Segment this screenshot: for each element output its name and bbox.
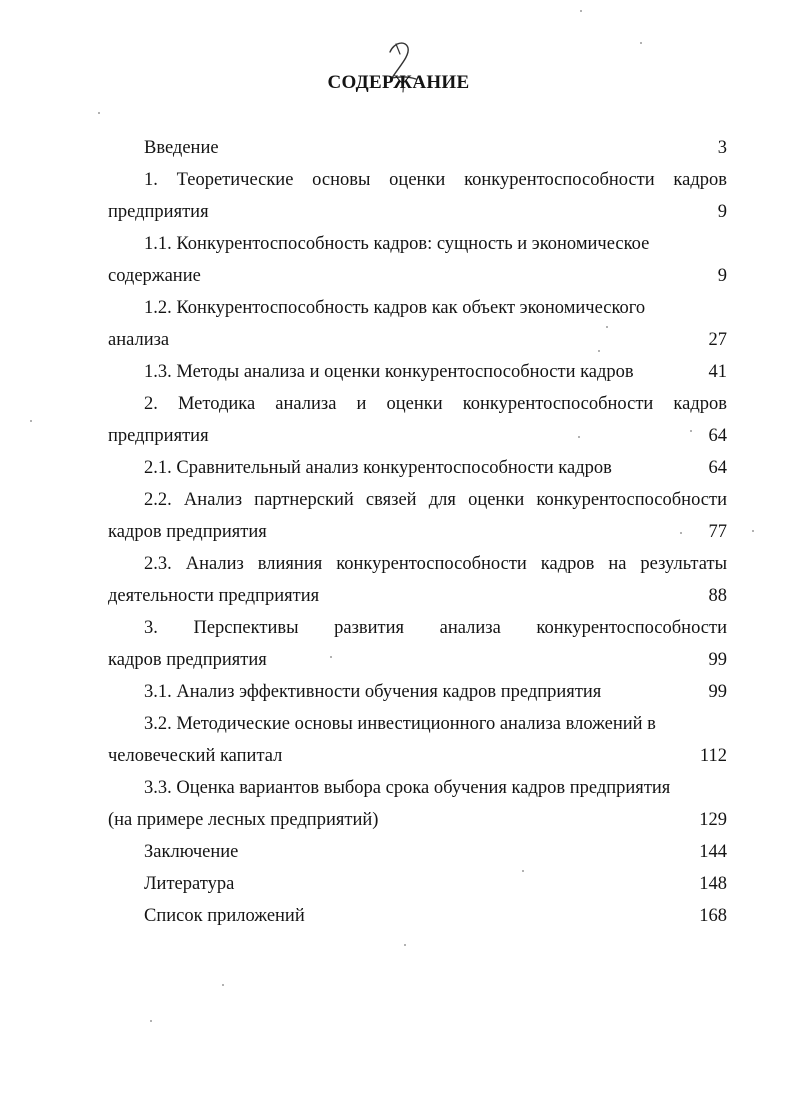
- toc-page-number: 168: [699, 906, 727, 926]
- toc-line-text: 1. Теоретические основы оценки конкурентоспособности кадров: [144, 170, 727, 190]
- page-title: СОДЕРЖАНИЕ: [327, 72, 470, 93]
- toc-line: [108, 358, 727, 386]
- toc-page-number: 9: [717, 202, 727, 222]
- toc-line: [108, 230, 727, 258]
- toc-line: [108, 454, 727, 482]
- scan-speck: [30, 420, 32, 422]
- scan-speck: [404, 944, 406, 946]
- toc-line-text: (на примере лесных предприятий): [108, 810, 379, 830]
- toc-line-text: 2.2. Анализ партнерский связей для оценки конкурентоспособности: [144, 490, 727, 510]
- toc-page-number: 3: [717, 138, 727, 158]
- toc-page-number: 148: [699, 874, 727, 894]
- toc-line: [108, 742, 727, 770]
- toc-line: [108, 422, 727, 450]
- toc-line: [108, 902, 727, 930]
- toc-page-number: 129: [699, 810, 727, 830]
- scan-speck: [578, 436, 580, 438]
- scan-speck: [598, 350, 600, 352]
- toc-line: [108, 806, 727, 834]
- toc-line-text: предприятия: [108, 426, 209, 446]
- toc-line-text: Введение: [144, 138, 219, 158]
- toc-line-text: содержание: [108, 266, 201, 286]
- toc-page-number: 9: [717, 266, 727, 286]
- toc-page-number: 64: [708, 426, 727, 446]
- toc-line: [108, 518, 727, 546]
- toc-line: [108, 838, 727, 866]
- toc-line-text: 1.2. Конкурентоспособность кадров как объект экономического: [144, 298, 646, 318]
- toc-page-number: 144: [699, 842, 727, 862]
- toc-line: [108, 774, 727, 802]
- toc-line-text: кадров предприятия: [108, 522, 267, 542]
- scan-speck: [606, 326, 608, 328]
- toc-line-text: 2.1. Сравнительный анализ конкурентоспособности кадров: [144, 458, 612, 478]
- scan-speck: [680, 532, 682, 534]
- scan-speck: [222, 984, 224, 986]
- toc-line: [108, 326, 727, 354]
- toc-line-text: кадров предприятия: [108, 650, 267, 670]
- toc-page-number: 27: [708, 330, 727, 350]
- toc-line: [108, 870, 727, 898]
- toc-line: [108, 614, 727, 642]
- scan-speck: [752, 530, 754, 532]
- toc-line-text: Литература: [144, 874, 235, 894]
- toc-line: [108, 550, 727, 578]
- toc-page-number: 99: [708, 650, 727, 670]
- scan-speck: [330, 656, 332, 658]
- scan-speck: [522, 870, 524, 872]
- toc-line-text: человеческий капитал: [108, 746, 283, 766]
- toc-line-text: анализа: [108, 330, 170, 350]
- toc-line: [108, 198, 727, 226]
- toc-page-number: 88: [708, 586, 727, 606]
- toc-page-number: 112: [699, 746, 727, 766]
- toc-line: [108, 710, 727, 738]
- toc-line: [108, 390, 727, 418]
- toc-line-text: 3.3. Оценка вариантов выбора срока обучения кадров предприятия: [144, 778, 671, 798]
- toc-line: [108, 646, 727, 674]
- toc-page-number: 64: [708, 458, 727, 478]
- toc-line-text: 2. Методика анализа и оценки конкурентоспособности кадров: [144, 394, 727, 414]
- toc-line-text: 2.3. Анализ влияния конкурентоспособности кадров на результаты: [144, 554, 727, 574]
- toc-line-text: 1.1. Конкурентоспособность кадров: сущность и экономическое: [144, 234, 650, 254]
- scan-speck: [640, 42, 642, 44]
- toc-page-number: 99: [708, 682, 727, 702]
- toc-line: [108, 294, 727, 322]
- toc-page-number: 77: [708, 522, 727, 542]
- toc-line-text: Заключение: [144, 842, 239, 862]
- toc-line-text: 1.3. Методы анализа и оценки конкурентоспособности кадров: [144, 362, 634, 382]
- scan-speck: [580, 10, 582, 12]
- toc-line: [108, 678, 727, 706]
- toc-line-text: 3.2. Методические основы инвестиционного анализа вложений в: [144, 714, 656, 734]
- toc-line-text: Список приложений: [144, 906, 305, 926]
- toc-line: [108, 134, 727, 162]
- toc-line: [108, 262, 727, 290]
- scan-speck: [690, 430, 692, 432]
- toc-line-text: 3. Перспективы развития анализа конкурентоспособности: [144, 618, 727, 638]
- toc-line: [108, 166, 727, 194]
- toc-line: [108, 582, 727, 610]
- scan-speck: [150, 1020, 152, 1022]
- toc-page-number: 41: [708, 362, 727, 382]
- scan-speck: [98, 112, 100, 114]
- toc-line-text: деятельности предприятия: [108, 586, 320, 606]
- toc-line: [108, 486, 727, 514]
- toc-line-text: предприятия: [108, 202, 209, 222]
- toc-line-text: 3.1. Анализ эффективности обучения кадров предприятия: [144, 682, 602, 702]
